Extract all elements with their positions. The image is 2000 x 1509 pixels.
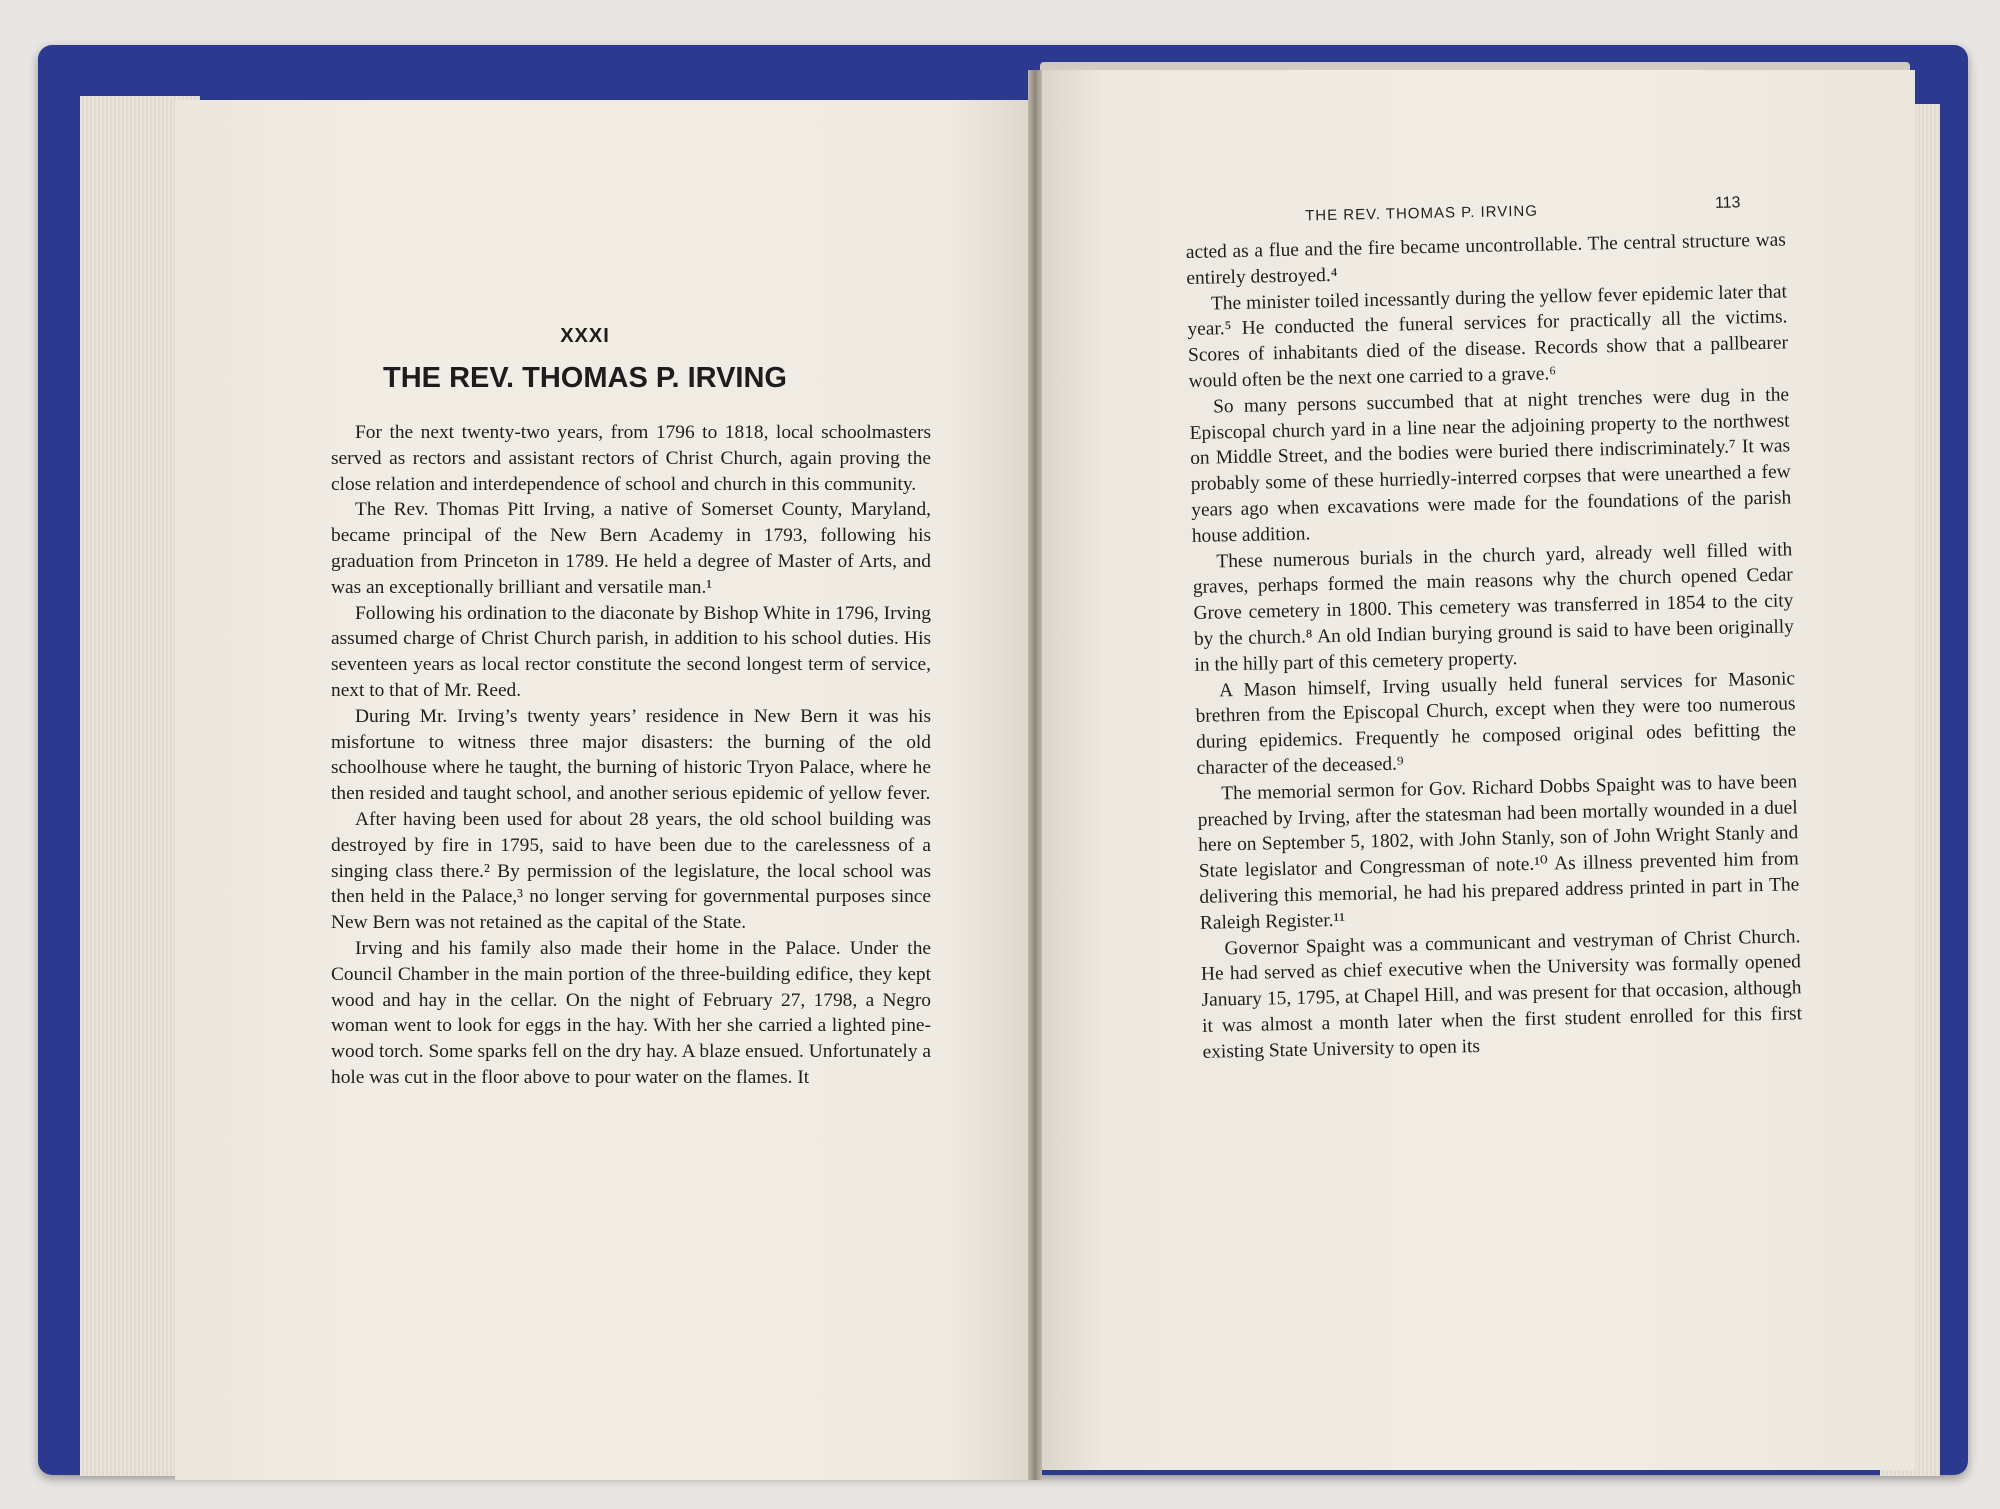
right-page-body [1186, 227, 1803, 1065]
paragraph: During Mr. Irving’s twenty years’ residence in New Bern it was his misfortune to witness three major disasters: the burning of the old schoolhouse where he taught, the burning of historic Tryon Palace, where he then resided and taught school, and another serious epidemic of yellow fever. [331, 705, 931, 805]
paragraph: These numerous burials in the church yard, already well filled with graves, perhaps formed the main reasons why the church opened Cedar Grove cemetery in 1800. This cemetery was transferred in 1854 to the city by the church.⁸ An old Indian burying ground is said to have been originally in the hilly part of this cemetery property. [1192, 538, 1795, 676]
running-head: THE REV. THOMAS P. IRVING [1304, 202, 1539, 225]
chapter-title: THE REV. THOMAS P. IRVING [383, 362, 787, 394]
paragraph: The Rev. Thomas Pitt Irving, a native of Somerset County, Maryland, became principal of the New Bern Academy in 1793, following his graduation from Princeton in 1789. He held a degree of Master of Arts, and was an exceptionally brilliant and versatile man.¹ [331, 499, 931, 598]
chapter-number: XXXI [560, 325, 610, 347]
paragraph: A Mason himself, Irving usually held funeral services for Masonic brethren from the Episcopal Church, except when they were too numerous during epidemics. Frequently he composed original odes befitting the character of the deceased.⁹ [1195, 667, 1797, 779]
paragraph: Following his ordination to the diaconate by Bishop White in 1796, Irving assumed charge of Christ Church parish, in addition to his school duties. His seventeen years as local rector constitute the second longest term of service, next to that of Mr. Reed. [331, 602, 931, 701]
right-page [1035, 70, 1915, 1470]
page-number: 113 [1714, 194, 1741, 212]
paragraph: acted as a flue and the fire became uncontrollable. The central structure was entirely destroyed.⁴ [1185, 229, 1786, 289]
paragraph: Irving and his family also made their home in the Palace. Under the Council Chamber in the main portion of the three-building edifice, they kept wood and hay in the cellar. On the night of February 27, 1798, a Negro woman went to look for eggs in the hay. With her she carried a lighted pine-wood torch. Some sparks fell on the dry hay. A blaze ensued. Unfortunately a hole was cut in the floor above to pour water on the flames. It [331, 937, 931, 1088]
paragraph: The minister toiled incessantly during the yellow fever epidemic later that year.⁵ He conducted the funeral services for practically all the victims. Scores of inhabitants died of the disease. Records show that a pallbearer would often be the next one carried to a grave.⁶ [1187, 281, 1789, 392]
paragraph: The memorial sermon for Gov. Richard Dobbs Spaight was to have been preached by Irving, after the statesman had been mortally wounded in a duel here on September 5, 1802, with John Stanly, son of John Wright Stanly and State legislator and Congressman of note.¹⁰ As illness prevented him from delivering this memorial, he had his prepared address printed in part in The Raleigh Register.¹¹ [1197, 771, 1800, 934]
left-page [175, 100, 1035, 1480]
paragraph: For the next twenty-two years, from 1796 to 1818, local schoolmasters served as rectors and assistant rectors of Christ Church, again proving the close relation and interdependence of school and church in this community. [331, 422, 931, 495]
right-page-content [1185, 194, 1840, 1410]
left-page-body [331, 420, 931, 1091]
paragraph: Governor Spaight was a communicant and vestryman of Christ Church. He had served as chief executive when the University was formally opened January 15, 1795, at Chapel Hill, and was present for that occasion, although it was almost a month later when the first student enrolled for this first existing State University to open its [1200, 925, 1803, 1063]
paragraph: After having been used for about 28 years, the old school building was destroyed by fire in 1795, said to have been due to the carelessness of a singing class there.² By permission of the legislature, the local school was then held in the Palace,³ no longer serving for governmental purposes since New Bern was not retained as the capital of the State. [331, 808, 931, 934]
paragraph: So many persons succumbed that at night trenches were dug in the Episcopal church yard in a line near the adjoining property to the northwest on Middle Street, and the bodies were buried there indiscriminately.⁷ It was probably some of these hurriedly-interred corpses that were unearthed a few years ago when excavations were made for the foundations of the parish house addition. [1189, 384, 1792, 547]
book-gutter [1028, 70, 1042, 1480]
